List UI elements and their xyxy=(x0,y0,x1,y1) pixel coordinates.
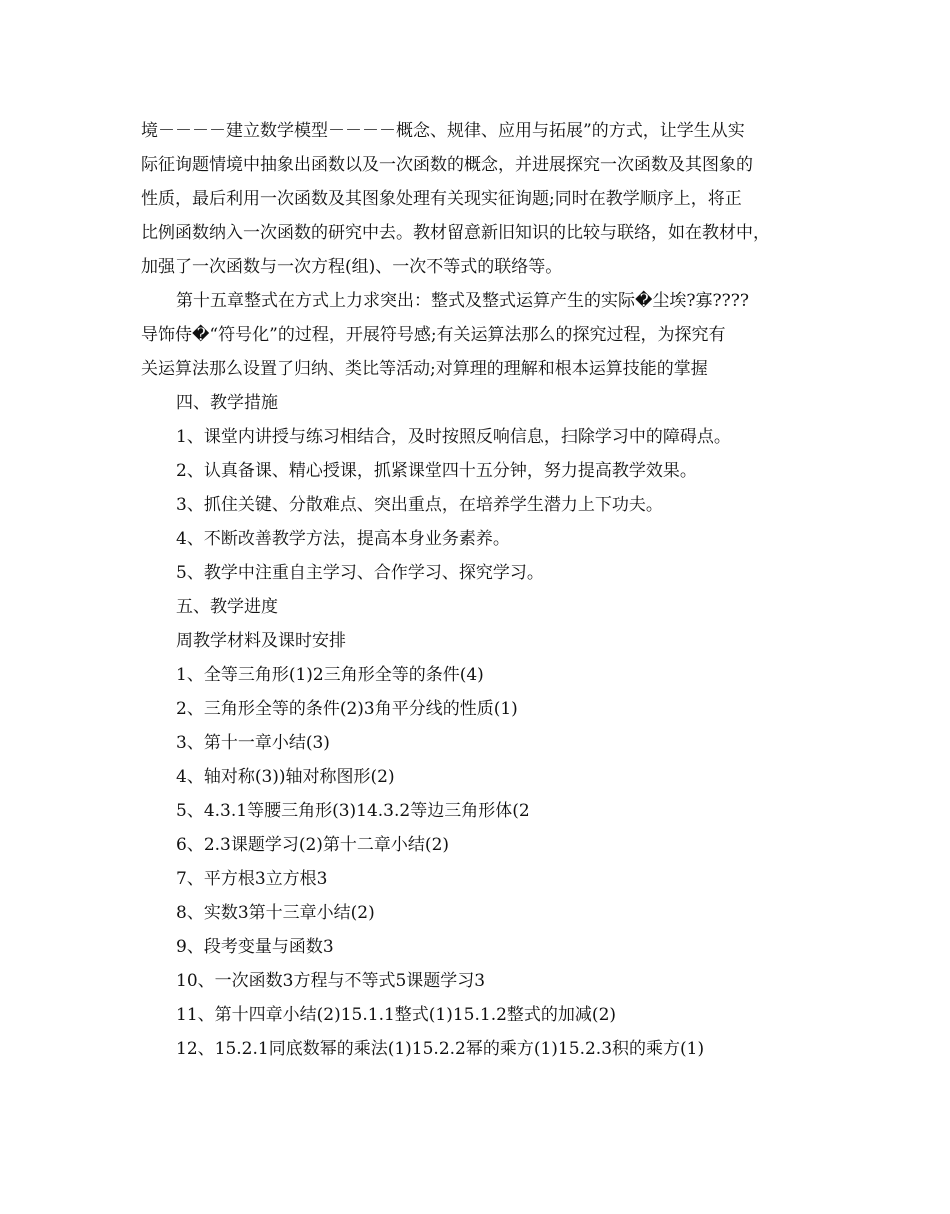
text-line: 性质，最后利用一次函数及其图象处理有关现实征询题;同时在教学顺序上，将正 xyxy=(141,189,742,209)
list-item: 4、不断改善教学方法，提高本身业务素养。 xyxy=(176,529,510,549)
list-item: 4、轴对称(3))轴对称图形(2) xyxy=(176,767,395,787)
text-line: 际征询题情境中抽象出函数以及一次函数的概念，并进展探究一次函数及其图象的 xyxy=(141,155,753,175)
text-line: 加强了一次函数与一次方程(组)、一次不等式的联络等。 xyxy=(141,257,563,277)
section-teaching-schedule xyxy=(141,590,811,1066)
list-item: 2、认真备课、精心授课，抓紧课堂四十五分钟，努力提高教学效果。 xyxy=(176,461,697,481)
section-teaching-measures xyxy=(141,386,811,590)
list-item: 3、抓住关键、分散难点、突出重点，在培养学生潜力上下功夫。 xyxy=(176,495,663,515)
list-item: 3、第十一章小结(3) xyxy=(176,733,330,753)
text-line: 关运算法那么设置了归纳、类比等活动;对算理的理解和根本运算技能的掌握 xyxy=(141,359,708,379)
list-item: 10、一次函数3方程与不等式5课题学习3 xyxy=(176,971,486,991)
list-item: 1、全等三角形(1)2三角形全等的条件(4) xyxy=(176,665,484,685)
text-line: 境－－－－建立数学模型－－－－概念、规律、应用与拓展”的方式，让学生从实 xyxy=(141,121,745,141)
list-item: 2、三角形全等的条件(2)3角平分线的性质(1) xyxy=(176,699,518,719)
text-line: 第十五章整式在方式上力求突出：整式及整式运算产生的实际�尘埃?寡???? xyxy=(176,291,750,311)
list-item: 5、4.3.1等腰三角形(3)14.3.2等边三角形体(2 xyxy=(176,801,530,821)
list-item: 12、15.2.1同底数幂的乘法(1)15.2.2幂的乘方(1)15.2.3积的乘方(1) xyxy=(176,1039,705,1059)
section-heading: 四、教学措施 xyxy=(176,393,278,413)
list-item: 5、教学中注重自主学习、合作学习、探究学习。 xyxy=(176,563,544,583)
list-item: 8、实数3第十三章小结(2) xyxy=(176,903,375,923)
paragraph-teaching-approach xyxy=(141,114,811,284)
section-heading: 五、教学进度 xyxy=(176,597,278,617)
list-item: 1、课堂内讲授与练习相结合，及时按照反响信息，扫除学习中的障碍点。 xyxy=(176,427,731,447)
text-line: 比例函数纳入一次函数的研究中去。教材留意新旧知识的比较与联络，如在教材中， xyxy=(141,223,770,243)
list-item: 7、平方根3立方根3 xyxy=(176,869,328,889)
paragraph-chapter-15 xyxy=(141,284,811,386)
list-item: 9、段考变量与函数3 xyxy=(176,937,334,957)
text-line: 导饰侍�“符号化”的过程，开展符号感;有关运算法那么的探究过程，为探究有 xyxy=(141,325,726,345)
section-subheading: 周教学材料及课时安排 xyxy=(176,631,346,651)
list-item: 11、第十四章小结(2)15.1.1整式(1)15.1.2整式的加减(2) xyxy=(176,1005,617,1025)
list-item: 6、2.3课题学习(2)第十二章小结(2) xyxy=(176,835,450,855)
document-body xyxy=(141,114,811,1066)
